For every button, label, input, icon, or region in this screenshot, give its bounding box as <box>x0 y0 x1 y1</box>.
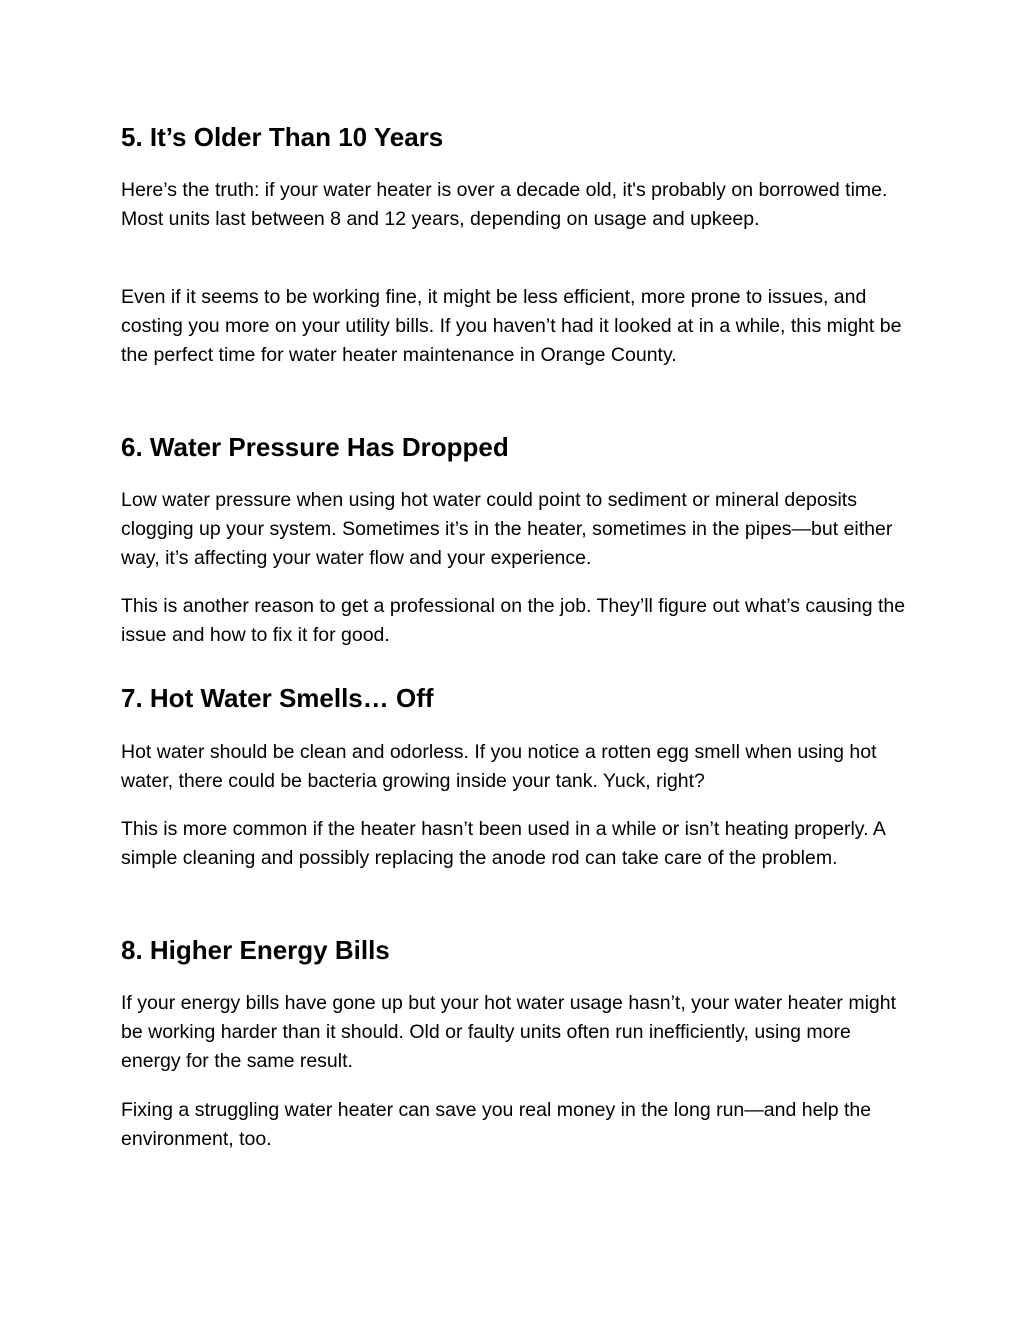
section-6-heading: 6. Water Pressure Has Dropped <box>121 432 509 462</box>
section-7-paragraph-2: This is more common if the heater hasn’t been used in a while or isn’t heating properly. A simple cleaning and possibly replacing the anode rod can take care of the problem. <box>121 818 885 869</box>
section-8-paragraph-2: Fixing a struggling water heater can save you real money in the long run—and help the environment, too. <box>121 1099 872 1150</box>
section-5-paragraph-2: Even if it seems to be working fine, it might be less efficient, more prone to issues, and costing you more on your utility bills. If you haven’t had it looked at in a while, this might be the perfect time for water heater maintenance in Orange County. <box>121 286 902 366</box>
section-8-heading: 8. Higher Energy Bills <box>121 935 390 965</box>
section-8-paragraph-1: If your energy bills have gone up but your hot water usage hasn’t, your water heater might be working harder than it should. Old or faulty units often run inefficiently, using more energy for the same result. <box>121 992 897 1072</box>
section-7-heading: 7. Hot Water Smells… Off <box>121 683 434 713</box>
section-5-paragraph-1: Here’s the truth: if your water heater is over a decade old, it's probably on borrowed time. Most units last between 8 and 12 years, depending on usage and upkeep. <box>121 179 888 230</box>
section-6-paragraph-1: Low water pressure when using hot water could point to sediment or mineral deposits clogging up your system. Sometimes it’s in the heater, sometimes in the pipes—but either way, it’s affecting your water flow and your experience. <box>121 489 893 569</box>
section-7-paragraph-1: Hot water should be clean and odorless. If you notice a rotten egg smell when using hot water, there could be bacteria growing inside your tank. Yuck, right? <box>121 741 877 792</box>
section-5-heading: 5. It’s Older Than 10 Years <box>121 122 444 152</box>
section-6-paragraph-2: This is another reason to get a professional on the job. They’ll figure out what’s causing the issue and how to fix it for good. <box>121 595 906 646</box>
